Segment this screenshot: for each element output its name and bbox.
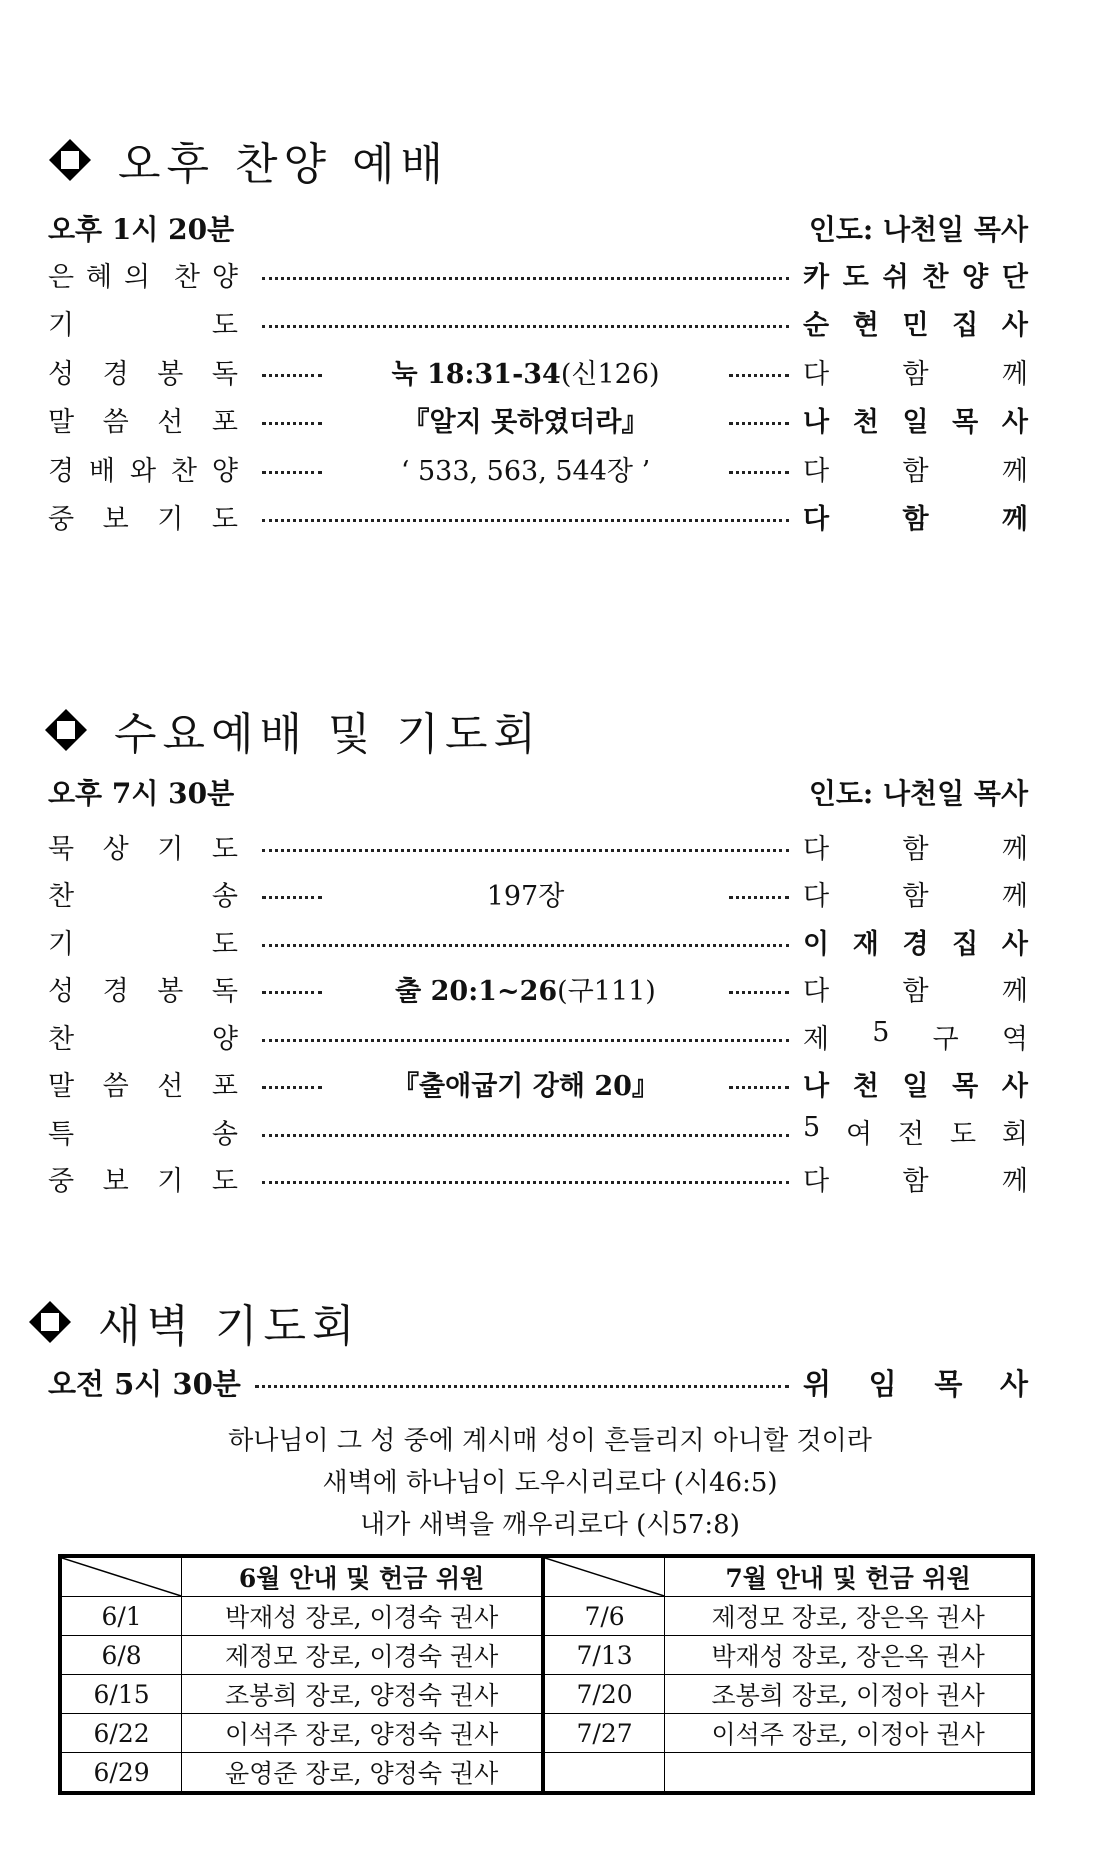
detail-bold: 『알지 못하였더라』 — [402, 407, 649, 438]
person-char: 5 — [872, 1016, 890, 1048]
label-char: 포 — [211, 1071, 238, 1102]
order-item — [48, 400, 1028, 440]
table-row — [60, 1636, 1033, 1675]
order-item — [48, 1016, 1028, 1056]
person-char: 다 — [803, 881, 830, 912]
table-row — [60, 1753, 1033, 1794]
person-char: 역 — [1001, 1023, 1028, 1055]
table-row — [60, 1714, 1033, 1753]
person-char: 다 — [803, 976, 830, 1007]
order-item — [48, 351, 1028, 391]
person-char: 제 — [803, 1023, 830, 1055]
label-char: 와 — [129, 455, 157, 487]
label-char: 경 — [102, 358, 129, 390]
table-row — [60, 1675, 1033, 1714]
person-char: 민 — [902, 310, 929, 341]
june-names: 윤영준 장로, 양정숙 권사 — [182, 1753, 543, 1794]
person-char: 사 — [1001, 310, 1028, 341]
label-char: 선 — [157, 407, 184, 438]
order-item-label — [48, 400, 248, 439]
leader-dots — [255, 1385, 789, 1388]
person-char: 이 — [803, 928, 830, 960]
person-char: 함 — [902, 833, 929, 865]
order-item — [48, 448, 1028, 488]
person-char: 다 — [803, 504, 830, 535]
label-char: 독 — [211, 976, 238, 1007]
section1-title: 오후 찬양 예배 — [118, 139, 449, 190]
june-date: 6/8 — [60, 1636, 182, 1675]
july-header: 7월 안내 및 헌금 위원 — [665, 1556, 1033, 1597]
detail-normal: ‘ 533, 563, 544장 ’ — [400, 455, 651, 487]
order-item-label — [48, 1159, 248, 1198]
order-item-label — [48, 922, 248, 961]
person-char: 회 — [1001, 1118, 1028, 1150]
june-date: 6/15 — [60, 1675, 182, 1714]
label-char: 봉 — [157, 976, 184, 1007]
leader-dots — [262, 277, 789, 280]
label-char: 도 — [211, 310, 238, 341]
person-char: 일 — [902, 1071, 929, 1102]
label-char: 보 — [102, 504, 129, 535]
person-char: 다 — [803, 455, 830, 487]
diamond-bullet-icon — [44, 708, 88, 752]
july-names: 이석주 장로, 이정아 권사 — [665, 1714, 1033, 1753]
label-char: 기 — [157, 504, 184, 535]
label-char: 성 — [48, 358, 75, 390]
order-item-detail — [336, 400, 715, 439]
order-item-person — [803, 400, 1028, 439]
section3-title: 새벽 기도회 — [98, 1301, 361, 1352]
person-char: 께 — [1001, 976, 1028, 1007]
person-char: 도 — [842, 261, 869, 293]
july-names — [665, 1753, 1033, 1794]
person-char: 께 — [1001, 455, 1028, 487]
label-char: 찬 — [48, 881, 75, 912]
label-char: 기 — [48, 310, 75, 341]
label-char: 기 — [48, 928, 75, 960]
detail-bold: 눅 18:31-34 — [391, 358, 561, 390]
leader-dots — [729, 374, 789, 377]
person-char: 전 — [898, 1118, 925, 1150]
order-item-person — [803, 827, 1028, 866]
order-item-detail — [336, 449, 715, 488]
july-date: 7/27 — [543, 1714, 665, 1753]
verse-line-3: 내가 새벽을 깨우리로다 (시57:8) — [360, 1510, 740, 1540]
person-char: 나 — [803, 1071, 830, 1102]
person-char: 양 — [962, 261, 989, 293]
label-char: 경 — [48, 455, 75, 487]
label-char: 도 — [211, 1166, 238, 1197]
person-char: 함 — [902, 1166, 929, 1197]
label-char: 성 — [48, 976, 75, 1007]
order-item-person — [803, 303, 1028, 342]
label-char: 기 — [157, 833, 184, 865]
person-char: 경 — [902, 928, 929, 960]
order-item-person — [803, 352, 1028, 391]
section2-header — [44, 698, 542, 762]
order-item-label — [48, 827, 248, 866]
person-char: 카 — [803, 261, 830, 293]
label-char: 말 — [48, 407, 75, 438]
label-char: 경 — [102, 976, 129, 1007]
diamond-bullet-icon — [48, 138, 92, 182]
label-char: 말 — [48, 1071, 75, 1102]
leader-dots — [262, 944, 789, 947]
leader-dots — [262, 1086, 322, 1089]
label-char: 혜 — [86, 261, 113, 293]
label-char: 씀 — [102, 1071, 129, 1102]
person-char: 재 — [852, 928, 879, 960]
leader-dots — [729, 422, 789, 425]
diamond-bullet-icon — [28, 1300, 72, 1344]
person-char: 목 — [952, 407, 979, 438]
label-char: 양 — [211, 261, 238, 293]
person-char: 사 — [1001, 928, 1028, 960]
person-char: 다 — [803, 358, 830, 390]
person-char: 5 — [803, 1111, 821, 1143]
table-header-row — [60, 1556, 1033, 1597]
detail-normal: (신126) — [560, 358, 660, 390]
label-char: 중 — [48, 1166, 75, 1197]
leader-dots — [262, 991, 322, 994]
label-char: 양 — [211, 1023, 238, 1055]
verse-line-2: 새벽에 하나님이 도우시리로다 (시46:5) — [322, 1468, 778, 1498]
section1-header — [48, 128, 449, 192]
section1-meta — [48, 208, 1028, 248]
label-char: 상 — [102, 833, 129, 865]
person-char: 사 — [1001, 1071, 1028, 1102]
label-char: 송 — [211, 1118, 238, 1150]
order-item-label — [48, 1112, 248, 1151]
label-char: 의 — [124, 261, 151, 293]
person-char: 께 — [1001, 1166, 1028, 1197]
order-item — [48, 1111, 1028, 1151]
section2-leader: 인도: 나천일 목사 — [808, 777, 1028, 810]
person-char: 집 — [952, 928, 979, 960]
order-item-label — [48, 969, 248, 1008]
leader-dots — [262, 422, 322, 425]
order-item — [48, 497, 1028, 537]
person-char: 천 — [852, 1071, 879, 1102]
label-char: 송 — [211, 881, 238, 912]
label-char: 포 — [211, 407, 238, 438]
person-char: 일 — [902, 407, 929, 438]
person-char: 함 — [902, 504, 929, 535]
section2-title: 수요예배 및 기도회 — [114, 709, 543, 760]
person-char: 도 — [949, 1118, 977, 1150]
leader-dots — [262, 374, 322, 377]
order-item — [48, 969, 1028, 1009]
person-char: 함 — [902, 455, 929, 487]
leader-char: 목 — [934, 1366, 963, 1401]
july-date — [543, 1753, 665, 1794]
july-names: 박재성 장로, 장은옥 권사 — [665, 1636, 1033, 1675]
leader-dots — [262, 896, 322, 899]
leader-dots — [729, 896, 789, 899]
order-item-person — [803, 1159, 1028, 1198]
label-char: 선 — [157, 1071, 184, 1102]
order-item-label — [48, 449, 248, 488]
detail-normal: (구111) — [557, 976, 656, 1007]
july-date: 7/20 — [543, 1675, 665, 1714]
verse-line-1: 하나님이 그 성 중에 계시매 성이 흔들리지 아니할 것이라 — [228, 1426, 872, 1456]
usher-roster-table — [58, 1554, 1035, 1795]
order-item-detail — [336, 352, 715, 391]
label-char: 봉 — [157, 358, 184, 390]
order-item — [48, 1159, 1028, 1199]
person-char: 께 — [1001, 504, 1028, 535]
detail-bold: 출 20:1~26 — [395, 976, 558, 1007]
order-item — [48, 921, 1028, 961]
leader-dots — [262, 519, 789, 522]
person-char: 사 — [1001, 407, 1028, 438]
july-names: 제정모 장로, 장은옥 권사 — [665, 1597, 1033, 1636]
person-char: 함 — [902, 358, 929, 390]
order-item — [48, 303, 1028, 343]
section1-leader: 인도: 나천일 목사 — [808, 213, 1028, 246]
order-item-person — [803, 874, 1028, 913]
order-item-person — [803, 1112, 1028, 1151]
label-char: 도 — [211, 928, 238, 960]
order-item-person — [803, 922, 1028, 961]
dawn-prayer-row — [48, 1362, 1028, 1402]
label-char: 기 — [157, 1166, 184, 1197]
leader-dots — [262, 1181, 789, 1184]
label-char: 도 — [211, 504, 238, 535]
detail-normal: 197장 — [486, 881, 565, 912]
order-item-detail — [336, 969, 715, 1008]
order-item-person — [803, 969, 1028, 1008]
diagonal-corner-cell — [60, 1556, 182, 1597]
label-char: 특 — [48, 1118, 75, 1150]
leader-dots — [262, 471, 322, 474]
order-item — [48, 1064, 1028, 1104]
section3-header — [28, 1290, 361, 1354]
june-names: 제정모 장로, 이경숙 권사 — [182, 1636, 543, 1675]
order-item-person — [803, 255, 1028, 294]
june-date: 6/1 — [60, 1597, 182, 1636]
june-names: 박재성 장로, 이경숙 권사 — [182, 1597, 543, 1636]
label-char: 배 — [88, 455, 116, 487]
leader-dots — [262, 1039, 789, 1042]
section2-meta — [48, 772, 1028, 812]
june-header: 6월 안내 및 헌금 위원 — [182, 1556, 543, 1597]
june-names: 이석주 장로, 양정숙 권사 — [182, 1714, 543, 1753]
order-item — [48, 874, 1028, 914]
leader-dots — [262, 325, 789, 328]
order-item-person — [803, 497, 1028, 536]
label-char: 보 — [102, 1166, 129, 1197]
order-item-label — [48, 1064, 248, 1103]
label-char: 씀 — [102, 407, 129, 438]
diagonal-corner-cell — [543, 1556, 665, 1597]
dawn-prayer-time: 오전 5시 30분 — [48, 1366, 241, 1401]
person-char: 집 — [952, 310, 979, 341]
person-char: 께 — [1001, 881, 1028, 912]
leader-char: 사 — [999, 1366, 1028, 1401]
label-char: 찬 — [173, 261, 200, 293]
label-char: 양 — [211, 455, 238, 487]
leader-dots — [262, 1134, 789, 1137]
leader-dots — [729, 1086, 789, 1089]
person-char: 나 — [803, 407, 830, 438]
leader-dots — [729, 471, 789, 474]
label-char: 독 — [211, 358, 238, 390]
order-item-detail — [336, 874, 715, 913]
order-item-person — [803, 1017, 1028, 1056]
leader-dots — [729, 991, 789, 994]
person-char: 여 — [846, 1118, 873, 1150]
order-item-label — [48, 255, 248, 294]
order-item — [48, 254, 1028, 294]
section1-time: 오후 1시 20분 — [48, 213, 235, 246]
june-date: 6/22 — [60, 1714, 182, 1753]
order-item-person — [803, 449, 1028, 488]
leader-char: 임 — [868, 1366, 897, 1401]
person-char: 함 — [902, 976, 929, 1007]
order-item-detail — [336, 1064, 715, 1103]
dawn-prayer-leader — [803, 1362, 1028, 1403]
person-char: 현 — [852, 310, 879, 341]
label-char: 찬 — [48, 1023, 75, 1055]
person-char: 쉬 — [882, 261, 909, 293]
order-item-person — [803, 1064, 1028, 1103]
july-names: 조봉희 장로, 이정아 권사 — [665, 1675, 1033, 1714]
person-char: 께 — [1001, 833, 1028, 865]
label-char: 은 — [48, 261, 75, 293]
july-date: 7/13 — [543, 1636, 665, 1675]
section2-time: 오후 7시 30분 — [48, 777, 235, 810]
person-char: 구 — [932, 1023, 959, 1055]
person-char: 순 — [803, 310, 830, 341]
person-char: 찬 — [922, 261, 949, 293]
order-item-label — [48, 1017, 248, 1056]
person-char: 께 — [1001, 358, 1028, 390]
july-date: 7/6 — [543, 1597, 665, 1636]
label-char: 찬 — [170, 455, 197, 487]
order-item — [48, 826, 1028, 866]
leader-dots — [262, 849, 789, 852]
person-char: 단 — [1001, 261, 1028, 293]
person-char: 다 — [803, 833, 830, 865]
label-char: 도 — [211, 833, 238, 865]
june-date: 6/29 — [60, 1753, 182, 1794]
label-char: 묵 — [48, 833, 75, 865]
label-char: 중 — [48, 504, 75, 535]
table-row — [60, 1597, 1033, 1636]
person-char: 함 — [902, 881, 929, 912]
person-char: 다 — [803, 1166, 830, 1197]
order-item-label — [48, 874, 248, 913]
detail-bold: 『출애굽기 강해 20』 — [392, 1071, 659, 1102]
leader-char: 위 — [803, 1366, 832, 1401]
person-char: 천 — [852, 407, 879, 438]
june-names: 조봉희 장로, 양정숙 권사 — [182, 1675, 543, 1714]
order-item-label — [48, 497, 248, 536]
order-item-label — [48, 352, 248, 391]
person-char: 목 — [952, 1071, 979, 1102]
order-item-label — [48, 303, 248, 342]
